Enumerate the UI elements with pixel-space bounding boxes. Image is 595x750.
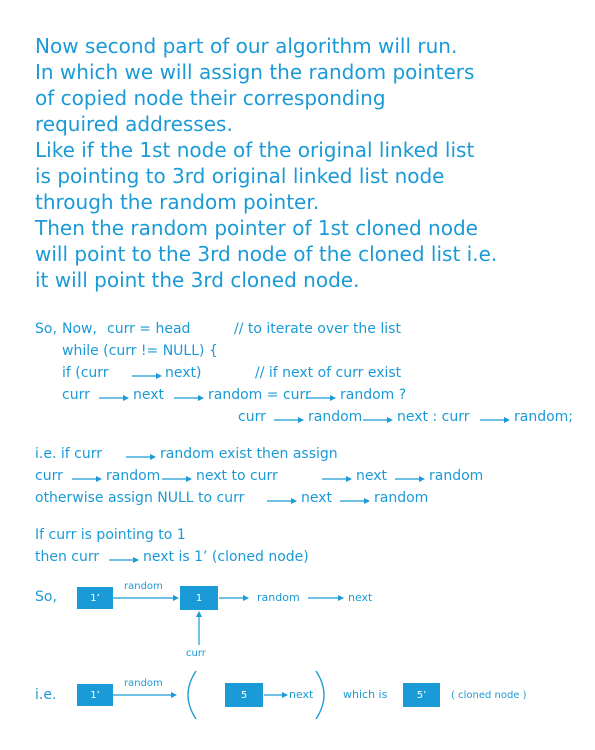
cloned-node-note: ( cloned node ) bbox=[451, 690, 527, 701]
arrow-icon bbox=[267, 498, 297, 504]
curr-note-line: next is 1’ (cloned node) bbox=[143, 549, 309, 565]
code-if: if (curr bbox=[62, 365, 109, 381]
next-text: next bbox=[348, 591, 373, 604]
explain-text: random bbox=[429, 468, 484, 484]
arrow-icon bbox=[99, 395, 129, 401]
code-token: random = curr bbox=[208, 387, 311, 403]
arrow-icon bbox=[132, 373, 162, 379]
arrow-icon bbox=[322, 476, 352, 482]
arrow-icon bbox=[113, 595, 179, 601]
right-paren-icon bbox=[314, 670, 328, 720]
node-5-cloned bbox=[403, 683, 440, 707]
arrow-up-icon bbox=[196, 611, 202, 645]
explain-text: random bbox=[374, 490, 429, 506]
arrow-icon bbox=[395, 476, 425, 482]
intro-line: is pointing to 3rd original linked list node bbox=[35, 164, 445, 188]
node-label: 5 bbox=[240, 689, 248, 701]
code-if-next: next) bbox=[165, 365, 202, 381]
curr-label: curr bbox=[186, 648, 206, 659]
node-label: 1’ bbox=[90, 689, 100, 701]
arrow-icon bbox=[264, 692, 288, 698]
explain-text: random exist then assign bbox=[160, 446, 338, 462]
explain-text: next bbox=[356, 468, 388, 484]
node-5 bbox=[225, 683, 263, 707]
code-token: curr bbox=[62, 387, 90, 403]
arrow-icon bbox=[340, 498, 370, 504]
code-token: next : curr bbox=[397, 409, 470, 425]
code-token: random bbox=[308, 409, 363, 425]
which-is-text: which is bbox=[343, 688, 388, 701]
code-comment: // to iterate over the list bbox=[234, 321, 401, 337]
explain-text: curr bbox=[35, 468, 63, 484]
node-cloned-1 bbox=[77, 587, 113, 609]
arrow-icon bbox=[113, 692, 177, 698]
random-text: random bbox=[257, 591, 300, 604]
left-paren-icon bbox=[184, 670, 198, 720]
diagram-label-ie: i.e. bbox=[35, 687, 57, 703]
arrow-icon bbox=[306, 395, 336, 401]
diagram-label-so: So, bbox=[35, 589, 57, 605]
explain-text: i.e. if curr bbox=[35, 446, 102, 462]
code-assign-head: curr = head bbox=[107, 321, 191, 337]
random-edge-label: random bbox=[124, 581, 163, 592]
curr-note-line: If curr is pointing to 1 bbox=[35, 527, 186, 543]
arrow-icon bbox=[72, 476, 102, 482]
intro-line: Then the random pointer of 1st cloned node bbox=[35, 216, 478, 240]
intro-line: required addresses. bbox=[35, 112, 233, 136]
arrow-icon bbox=[363, 417, 393, 423]
node-original-1 bbox=[180, 586, 218, 610]
arrow-icon bbox=[274, 417, 304, 423]
curr-note-line: then curr bbox=[35, 549, 100, 565]
code-comment: // if next of curr exist bbox=[255, 365, 402, 381]
next-text: next bbox=[289, 688, 314, 701]
arrow-icon bbox=[174, 395, 204, 401]
intro-line: of copied node their corresponding bbox=[35, 86, 386, 110]
arrow-icon bbox=[219, 595, 249, 601]
code-token: random; bbox=[514, 409, 574, 425]
intro-line: Like if the 1st node of the original linked list bbox=[35, 138, 475, 162]
node-label: 1’ bbox=[90, 592, 100, 604]
explain-text: otherwise assign NULL to curr bbox=[35, 490, 245, 506]
explain-text: random bbox=[106, 468, 161, 484]
random-edge-label: random bbox=[124, 678, 163, 689]
code-token: random ? bbox=[340, 387, 407, 403]
intro-line: In which we will assign the random pointers bbox=[35, 60, 475, 84]
intro-line: Now second part of our algorithm will run. bbox=[35, 34, 458, 58]
code-while: while (curr != NULL) { bbox=[62, 343, 218, 359]
arrow-icon bbox=[162, 476, 192, 482]
code-token: curr bbox=[238, 409, 266, 425]
intro-line: through the random pointer. bbox=[35, 190, 320, 214]
node-cloned-1 bbox=[77, 684, 113, 706]
arrow-icon bbox=[126, 454, 156, 460]
node-label: 5’ bbox=[416, 689, 427, 701]
code-so: So, bbox=[35, 321, 57, 337]
code-token: next bbox=[133, 387, 165, 403]
arrow-icon bbox=[109, 557, 139, 563]
intro-line: will point to the 3rd node of the cloned list i.e. bbox=[35, 242, 498, 266]
intro-line: it will point the 3rd cloned node. bbox=[35, 268, 360, 292]
node-label: 1 bbox=[195, 592, 203, 604]
arrow-icon bbox=[308, 595, 344, 601]
explain-text: next to curr bbox=[196, 468, 278, 484]
explain-text: next bbox=[301, 490, 333, 506]
code-now: Now, bbox=[62, 321, 97, 337]
arrow-icon bbox=[480, 417, 510, 423]
